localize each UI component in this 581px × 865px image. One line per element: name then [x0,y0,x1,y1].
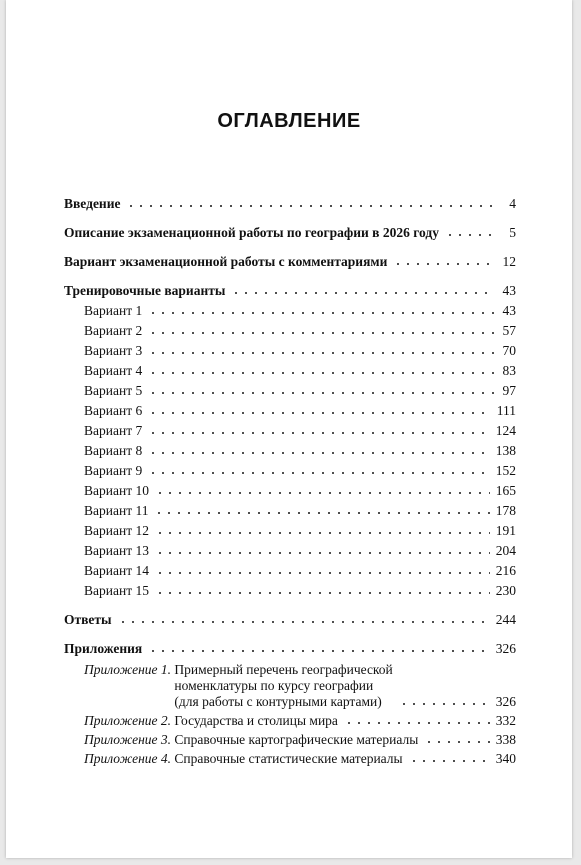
toc-page-number: 138 [495,443,516,458]
appendix-title-line: Справочные статистические материалы [174,751,403,766]
toc-page-number: 165 [495,483,516,498]
dot-leader [148,444,490,455]
dot-leader [155,584,490,595]
toc-entry-variant[interactable] [64,461,516,481]
toc-page-number: 230 [495,583,516,598]
dot-leader [148,404,491,415]
toc-entry-variant[interactable] [64,361,516,381]
appendix-list [64,662,516,767]
toc-entry-variant[interactable] [64,301,516,321]
toc-entry-appendix[interactable] [64,713,516,729]
toc-label: Вариант 5 [84,383,143,398]
toc-label: Вариант 2 [84,323,143,338]
dot-leader [231,284,494,295]
toc-label: Ответы [64,612,112,627]
toc-entry-variant[interactable] [64,581,516,601]
toc-label: Вариант 4 [84,363,143,378]
toc-label: Приложения [64,641,143,656]
toc-label: Вариант экзаменационной работы с комментариями [64,254,388,269]
toc-label: Описание экзаменационной работы по географии в 2026 году [64,225,439,240]
dot-leader [154,504,489,515]
page-title: ОГЛАВЛЕНИЕ [217,110,361,132]
toc-page-number: 111 [496,403,516,418]
toc-page-number: 97 [502,383,516,398]
toc-entry-variant[interactable] [64,481,516,501]
dot-leader [344,714,490,725]
toc-page-number: 178 [495,503,516,518]
appendix-prefix: Приложение 2. [84,713,172,728]
dot-leader [126,197,494,208]
toc-entry-variant[interactable] [64,541,516,561]
dot-leader [148,464,490,475]
toc-page-number: 12 [502,254,516,269]
dot-leader [148,424,490,435]
toc-entry-variant[interactable] [64,321,516,341]
toc-entry-variant[interactable] [64,381,516,401]
dot-leader [399,695,490,706]
toc-page-number: 204 [495,543,516,558]
toc-entry-variant[interactable] [64,501,516,521]
dot-leader [155,524,490,535]
toc-entry-appendices[interactable] [64,639,516,659]
toc-page-number: 83 [502,363,516,378]
appendix-title-line: (для работы с контурными картами) [174,694,382,709]
appendix-title-line: Государства и столицы мира [174,713,338,728]
toc-entry-variant[interactable] [64,561,516,581]
toc-label: Введение [64,196,121,211]
toc-entry-example[interactable] [64,252,516,272]
dot-leader [155,544,490,555]
toc-entry-answers[interactable] [64,610,516,630]
toc-label: Вариант 15 [84,583,149,598]
toc-page-number: 244 [495,612,516,627]
toc-entry-appendix[interactable] [64,662,516,710]
toc-entry-training[interactable] [64,281,516,301]
dot-leader [155,484,490,495]
dot-leader [148,324,494,335]
dot-leader [409,752,490,763]
toc-label: Вариант 9 [84,463,143,478]
toc-label: Вариант 12 [84,523,149,538]
toc-page-number: 70 [502,343,516,358]
toc-page-number: 332 [495,713,516,728]
toc-label: Вариант 1 [84,303,143,318]
appendix-title-line: номенклатуры по курсу географии [174,678,374,693]
toc-label: Вариант 13 [84,543,149,558]
dot-leader [148,384,494,395]
toc-page-number: 4 [509,196,516,211]
dot-leader [148,344,494,355]
toc-page-number: 57 [502,323,516,338]
toc-entry-intro[interactable] [64,194,516,214]
toc-label: Вариант 8 [84,443,143,458]
toc-entry-variant[interactable] [64,341,516,361]
toc-entry-appendix[interactable] [64,751,516,767]
toc-label: Вариант 6 [84,403,143,418]
dot-leader [148,304,494,315]
toc-page-number: 5 [509,225,516,240]
toc-label: Вариант 10 [84,483,149,498]
toc-page-number: 152 [495,463,516,478]
appendix-prefix: Приложение 3. [84,732,172,747]
toc-entry-description[interactable] [64,223,516,243]
dot-leader [155,564,490,575]
toc-entry-variant[interactable] [64,421,516,441]
toc-label: Вариант 11 [84,503,149,518]
toc-page-number: 326 [495,694,516,709]
variants-list [64,301,516,601]
toc-entry-variant[interactable] [64,441,516,461]
toc-page-number: 124 [495,423,516,438]
toc-page-number: 191 [495,523,516,538]
toc-page-number: 340 [495,751,516,766]
appendix-prefix: Приложение 1. [84,662,172,677]
toc-entry-variant[interactable] [64,401,516,421]
toc-page-number: 338 [495,732,516,747]
dot-leader [148,364,494,375]
toc-page-number: 326 [495,641,516,656]
toc-entry-variant[interactable] [64,521,516,541]
document-page [6,0,572,858]
toc-page-number: 43 [502,283,516,298]
toc-entry-appendix[interactable] [64,732,516,748]
appendix-title-line: Справочные картографические материалы [174,732,419,747]
dot-leader [445,226,494,237]
toc-label: Вариант 14 [84,563,149,578]
appendix-prefix: Приложение 4. [84,751,172,766]
toc-page-number: 216 [495,563,516,578]
toc-label: Вариант 3 [84,343,143,358]
toc-page-number: 43 [502,303,516,318]
toc-label: Тренировочные варианты [64,283,226,298]
dot-leader [148,642,490,653]
dot-leader [118,613,490,624]
dot-leader [393,255,494,266]
toc-label: Вариант 7 [84,423,143,438]
table-of-contents [64,194,516,769]
dot-leader [424,733,489,744]
appendix-title-line: Примерный перечень географической [174,662,393,677]
